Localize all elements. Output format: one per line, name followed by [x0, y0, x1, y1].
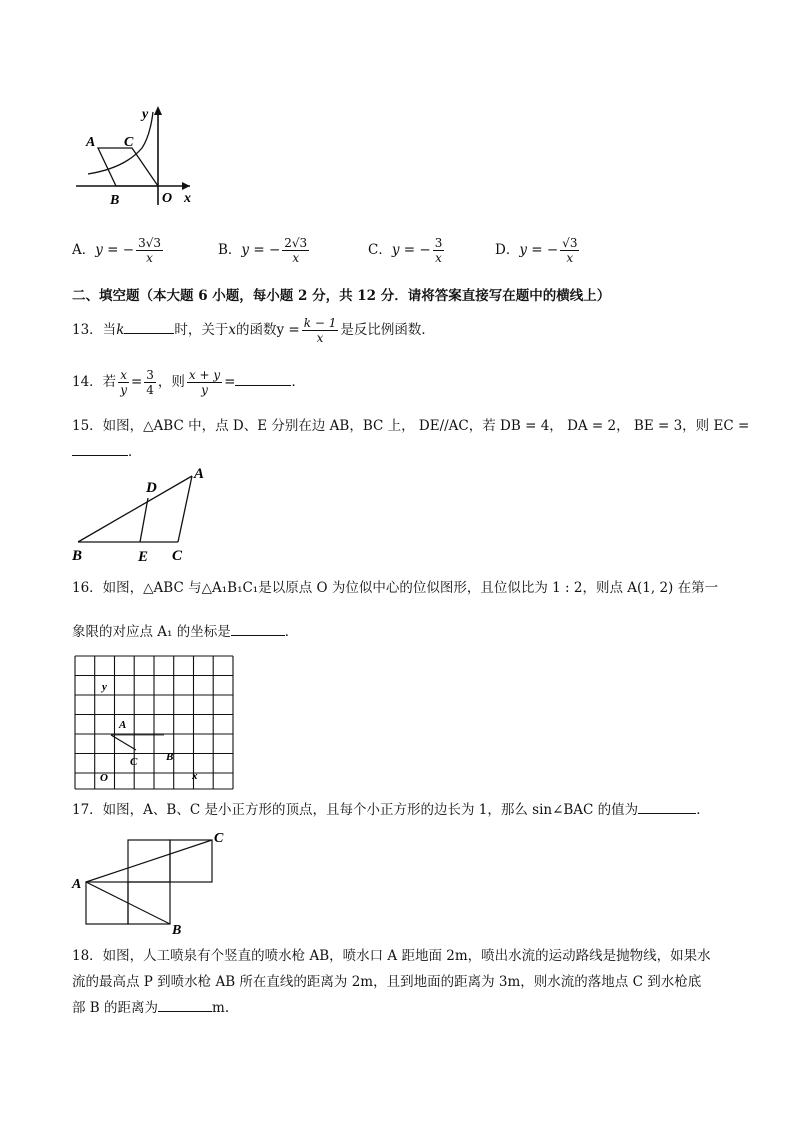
q15-answer-blank[interactable] [72, 455, 128, 456]
fig12-label-o: O [162, 191, 173, 206]
q12-option-b: B．y = − $\frac{2√3}{x}$ [218, 236, 308, 265]
q17: 17．如图，A、B、C 是小正方形的顶点，且每个小正方形的边长为 1，那么 sin∠BAC 的值为 ． [72, 802, 710, 818]
q18-answer-blank[interactable] [158, 1011, 212, 1012]
q13: 13．当k 时，关于x的函数y = $\frac{k - 1}{x}$ 是反比例函数． [72, 316, 435, 345]
fig15-label-e: E [138, 549, 149, 565]
fig15-label-d: D [146, 480, 157, 496]
fig17-label-c: C [214, 831, 224, 846]
q15-line1: 15．如图，△ABC 中，点 D、E 分别在边 AB，BC 上， DE//AC，若 DB = 4， DA = 2， BE = 3，则 EC = [72, 418, 750, 434]
fig12-label-a: A [86, 135, 96, 150]
fig16-label-b: B [166, 751, 174, 763]
fig12-label-c: C [124, 135, 134, 150]
q12-option-c: C．y = − $\frac{3}{x}$ [368, 236, 443, 265]
q12-option-a: A．y = − $\frac{3√3}{x}$ [72, 236, 162, 265]
q12-option-d: D．y = − $\frac{√3}{x}$ [495, 236, 578, 265]
q16-figure [74, 655, 236, 791]
fig17-label-a: A [72, 877, 82, 892]
fig12-label-b: B [110, 193, 120, 208]
fig16-label-a: A [119, 719, 127, 731]
q18-line2: 流的最高点 P 到喷水枪 AB 所在直线的距离为 2m，且到地面的距离为 3m，则水流的落地点 C 到水枪底 [72, 974, 702, 990]
q16-line1: 16．如图，△ABC 与△A₁B₁C₁是以原点 O 为位似中心的位似图形，且位似比为 1 : 2，则点 A(1, 2) 在第一 [72, 580, 719, 596]
q17-answer-blank[interactable] [638, 813, 696, 814]
fig16-label-o: O [100, 772, 108, 784]
section2-title: 二、填空题（本大题 6 小题，每小题 2 分，共 12 分．请将答案直接写在题中的横线上） [72, 288, 611, 304]
fig16-label-c: C [130, 756, 138, 768]
fig15-label-c: C [172, 548, 183, 564]
fig12-label-x: x [184, 191, 191, 206]
q15-line2: ． [72, 442, 142, 462]
q17-figure [70, 826, 240, 936]
fig15-label-a: A [194, 466, 205, 482]
fig15-label-b: B [72, 548, 83, 564]
q18-line3: 部 B 的距离为 m. [72, 1000, 230, 1016]
fig17-label-b: B [172, 923, 182, 936]
q16-answer-blank[interactable] [231, 635, 285, 636]
fig16-label-y: y [102, 681, 107, 693]
q14: 14．若 $\frac{x}{y}$ = $\frac{3}{4}$ ，则 $\frac{x + y}{y}$ = ． [72, 368, 305, 397]
q15-figure [70, 462, 220, 567]
q16-line2: 象限的对应点 A₁ 的坐标是 ． [72, 624, 299, 640]
fig16-label-x: x [192, 770, 198, 782]
q14-answer-blank[interactable] [235, 385, 291, 386]
q18-line1: 18．如图，人工喷泉有个竖直的喷水枪 AB，喷水口 A 距地面 2m，喷出水流的运动路线是抛物线，如果水 [72, 948, 711, 964]
q12-figure [70, 100, 200, 210]
fig12-label-y: y [142, 107, 149, 122]
q13-answer-blank[interactable] [124, 333, 174, 334]
